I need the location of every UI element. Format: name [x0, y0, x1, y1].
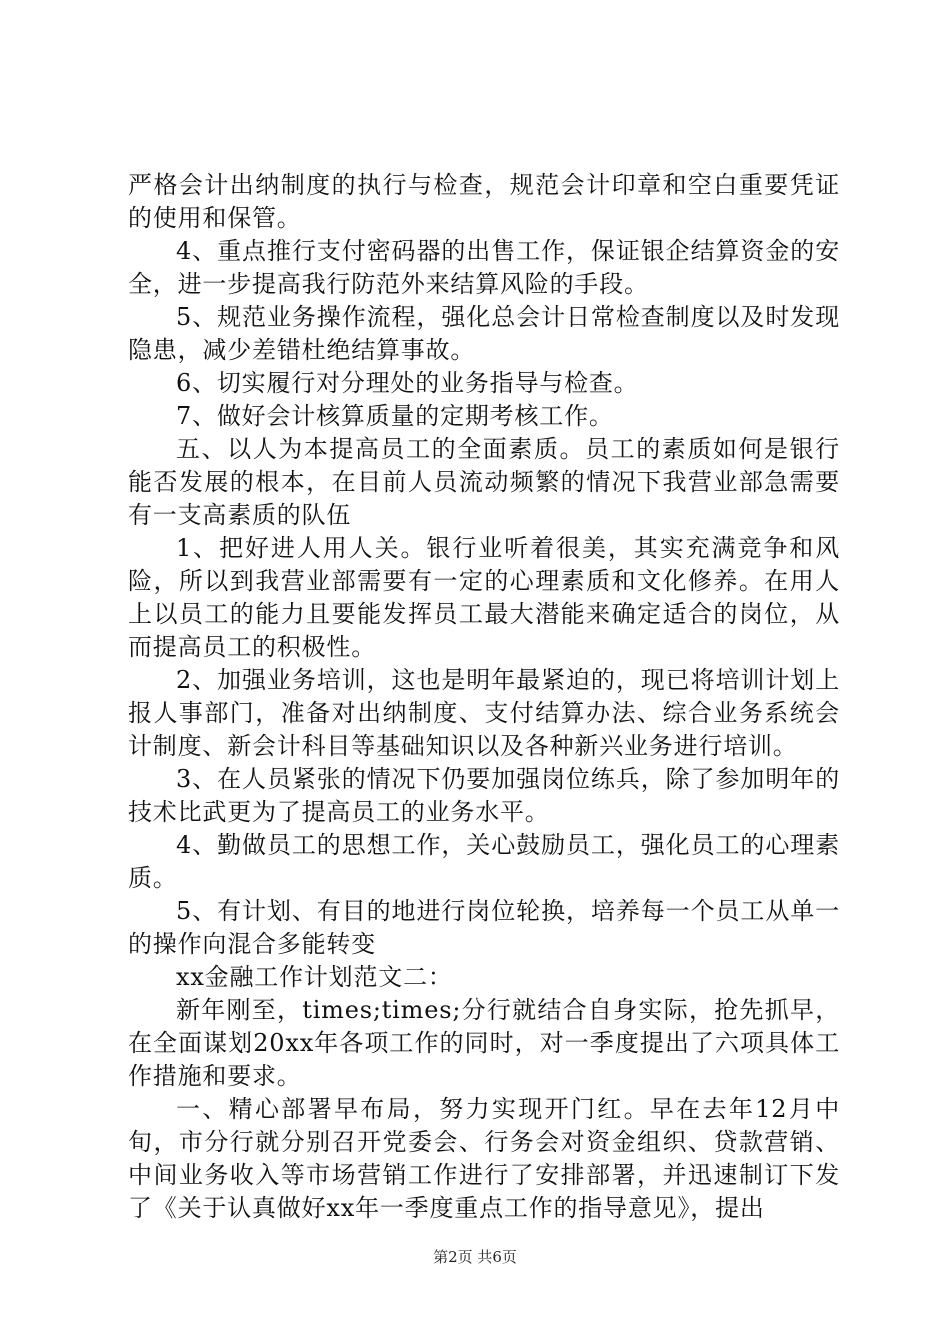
- paragraph: 5、规范业务操作流程，强化总会计日常检查制度以及时发现隐患，减少差错杜绝结算事故。: [128, 303, 840, 364]
- section-title: xx金融工作计划范文二：: [176, 963, 453, 991]
- paragraph: 3、在人员紧张的情况下仍要加强岗位练兵，除了参加明年的技术比武更为了提高员工的业务水平。: [128, 765, 840, 826]
- document-body: [128, 169, 840, 1225]
- paragraph: 4、勤做员工的思想工作，关心鼓励员工，强化员工的心理素质。: [128, 831, 840, 892]
- paragraph: 一、精心部署早布局，努力实现开门红。早在去年12月中旬，市分行就分别召开党委会、行务会对资金组织、贷款营销、中间业务收入等市场营销工作进行了安排部署，并迅速制订下发了《关于认真做好xx年一季度重点工作的指导意见》，提出: [128, 1095, 840, 1222]
- paragraph: 5、有计划、有目的地进行岗位轮换，培养每一个员工从单一的操作向混合多能转变: [128, 897, 840, 958]
- paragraph: 严格会计出纳制度的执行与检查，规范会计印章和空白重要凭证的使用和保管。: [128, 171, 840, 232]
- paragraph: 1、把好进人用人关。银行业听着很美，其实充满竞争和风险，所以到我营业部需要有一定的心理素质和文化修养。在用人上以员工的能力且要能发挥员工最大潜能来确定适合的岗位，从而提高员工的积极性。: [128, 534, 840, 661]
- paragraph: 2、加强业务培训，这也是明年最紧迫的，现已将培训计划上报人事部门，准备对出纳制度、支付结算办法、综合业务系统会计制度、新会计科目等基础知识以及各种新兴业务进行培训。: [128, 666, 840, 760]
- section-heading-paragraph: 五、以人为本提高员工的全面素质。员工的素质如何是银行能否发展的根本，在目前人员流动频繁的情况下我营业部急需要有一支高素质的队伍: [128, 435, 840, 529]
- paragraph: 6、切实履行对分理处的业务指导与检查。: [176, 369, 639, 397]
- paragraph: 新年刚至，times;times;分行就结合自身实际，抢先抓早，在全面谋划20xx年各项工作的同时，对一季度提出了六项具体工作措施和要求。: [128, 996, 840, 1090]
- paragraph: 4、重点推行支付密码器的出售工作，保证银企结算资金的安全，进一步提高我行防范外来结算风险的手段。: [128, 237, 840, 298]
- page-number-footer: 第2页 共6页: [433, 1248, 517, 1266]
- paragraph: 7、做好会计核算质量的定期考核工作。: [176, 402, 614, 430]
